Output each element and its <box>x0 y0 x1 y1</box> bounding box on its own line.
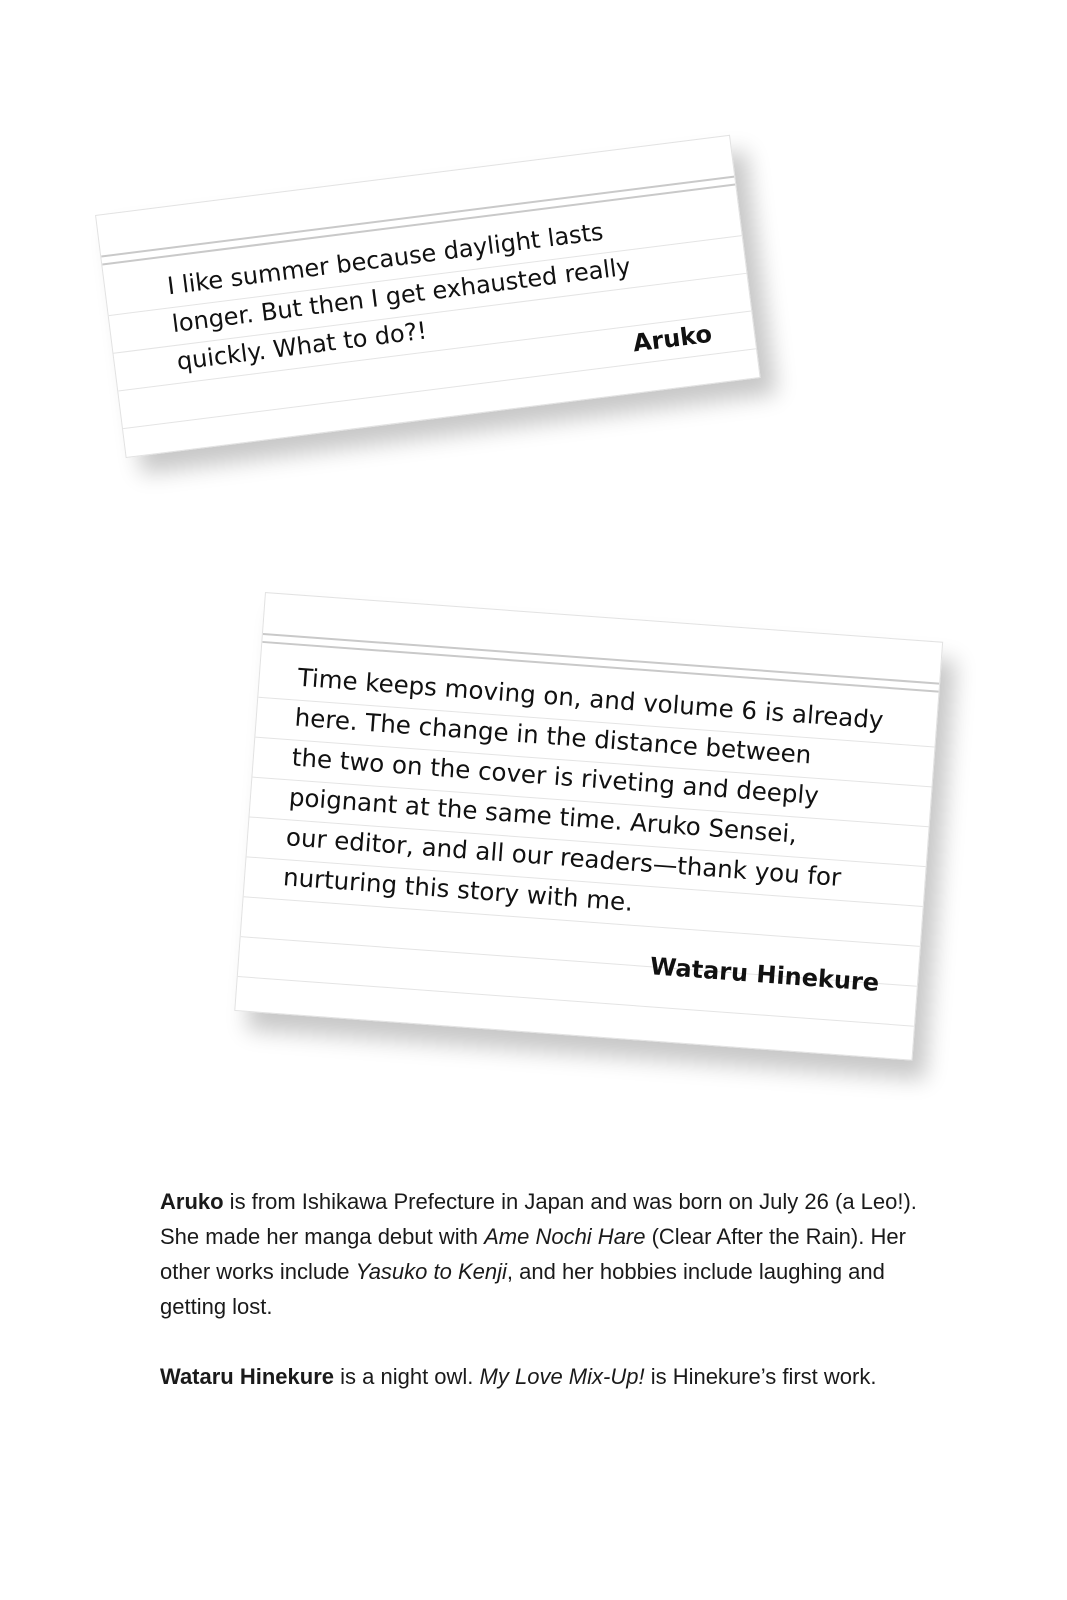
hinekure-note-message: Time keeps moving on, and volume 6 is already here. The change in the distance between the two on the cover is riveting and deeply poignant at the same time. Aruko Sensei, our editor, and all our readers—thank you for nurturing this story with me. <box>282 662 885 917</box>
aruko-note-signature: Aruko <box>631 319 714 358</box>
aruko-bio-text: , and her hobbies include laughing and getting lost. <box>160 1259 885 1319</box>
author-bios <box>160 1184 920 1429</box>
aruko-note-message: I like summer because daylight lasts longer. But then I get exhausted really quickly. What to do?! <box>165 217 633 376</box>
aruko-bio-title: Ame Nochi Hare <box>484 1224 646 1249</box>
hinekure-note-card <box>234 592 943 1061</box>
hinekure-bio-text: is Hinekure’s first work. <box>644 1364 877 1389</box>
aruko-note-card <box>95 135 761 458</box>
aruko-bio <box>160 1184 920 1324</box>
hinekure-bio <box>160 1359 920 1394</box>
aruko-bio-title: Yasuko to Kenji <box>355 1259 507 1284</box>
aruko-bio-text: (Clear After the Rain). Her other works include <box>160 1224 906 1284</box>
hinekure-bio-title: My Love Mix-Up! <box>479 1364 645 1389</box>
hinekure-bio-name: Wataru Hinekure <box>160 1364 335 1389</box>
hinekure-note-signature: Wataru Hinekure <box>649 952 881 997</box>
aruko-bio-text: is from Ishikawa Prefecture in Japan and was born on July 26 (a Leo!). She made her manga debut with <box>160 1189 917 1249</box>
hinekure-bio-text: is a night owl. <box>334 1364 480 1389</box>
aruko-bio-name: Aruko <box>160 1189 224 1214</box>
